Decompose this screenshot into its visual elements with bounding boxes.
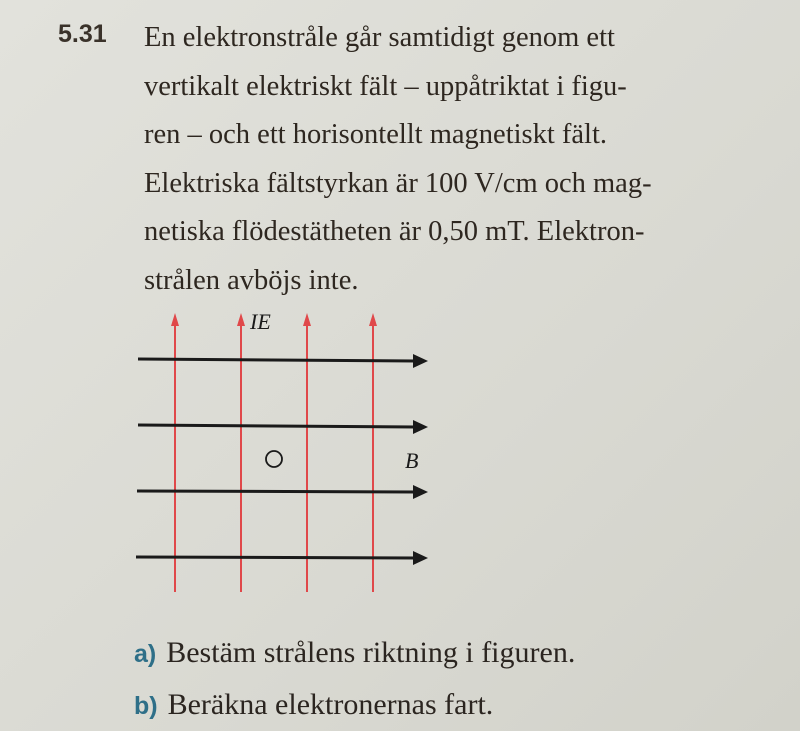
question-text: Bestäm strålens riktning i figuren. — [166, 636, 576, 669]
question-a — [134, 636, 575, 670]
problem-line: ren – och ett horisontellt magnetiskt fält. — [144, 119, 608, 150]
e-field-label: IE — [250, 309, 271, 334]
question-label: b) — [134, 692, 158, 720]
electron-beam-circle-icon — [266, 451, 282, 467]
field-diagram-svg — [130, 300, 450, 600]
problem-line: strålen avböjs inte. — [144, 264, 359, 296]
problem-line: En elektronstråle går samtidigt genom ett — [144, 22, 615, 53]
problem-line: vertikalt elektriskt fält – uppåtriktat i figu- — [144, 70, 627, 102]
field-diagram — [130, 300, 450, 600]
problem-line: Elektriska fältstyrkan är 100 V/cm och mag- — [144, 167, 652, 199]
b-field-label: B — [405, 448, 419, 473]
question-b — [134, 688, 493, 722]
question-text: Beräkna elektronernas fart. — [167, 688, 494, 721]
problem-text — [144, 14, 784, 305]
question-label: a) — [134, 640, 157, 668]
electric-field-lines — [171, 313, 377, 592]
problem-number: 5.31 — [58, 20, 107, 48]
problem-line: netiska flödestätheten är 0,50 mT. Elektron- — [144, 216, 645, 247]
